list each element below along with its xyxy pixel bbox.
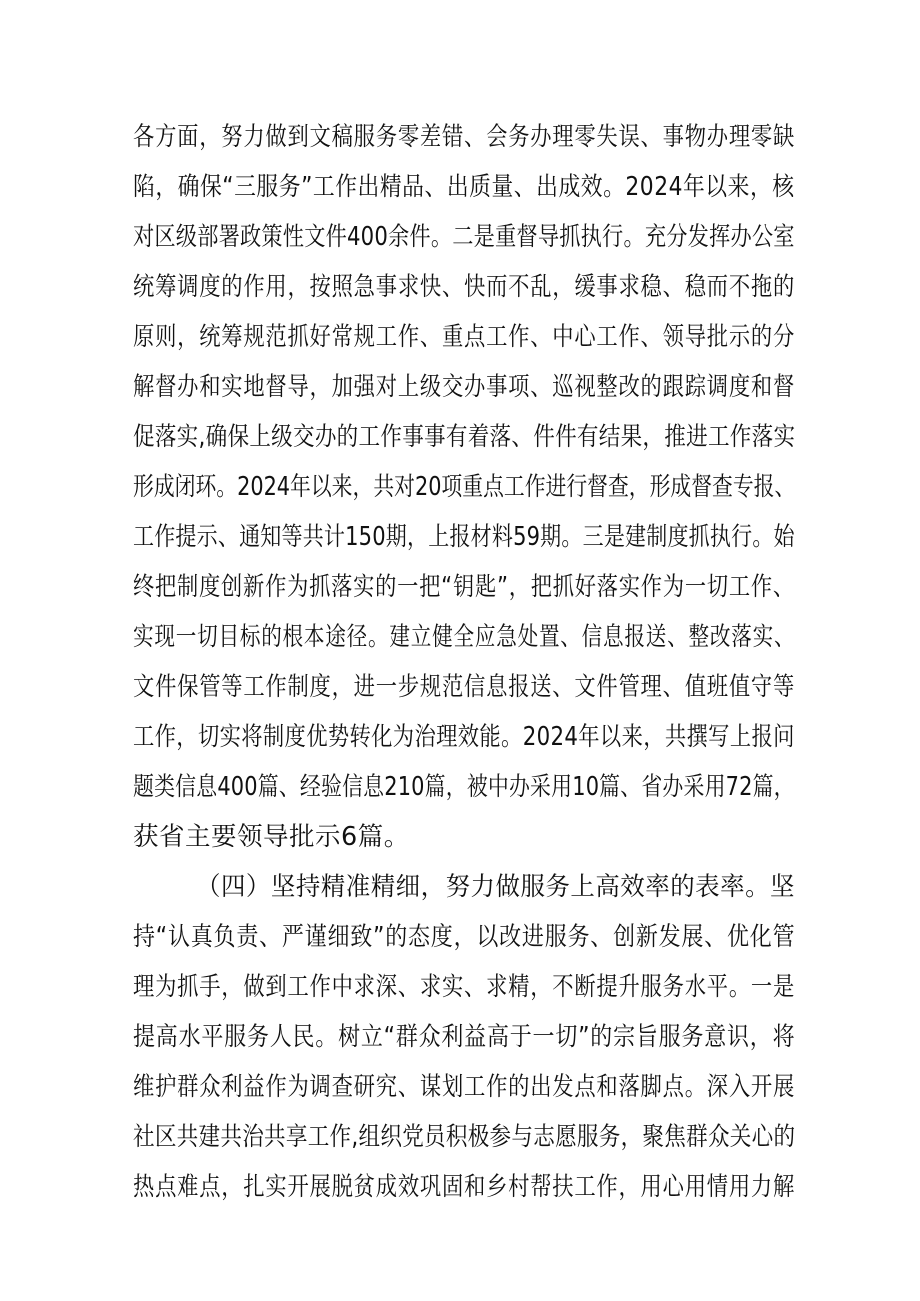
section-heading-line: （四）坚持精准精细，努力做服务上高效率的表率。坚	[196, 872, 795, 902]
text-line-20: 维护群众利益作为调查研究、谋划工作的出发点和落脚点。深入开展	[133, 1072, 796, 1102]
text-line-21: 社区共建共治共享工作,组织党员积极参与志愿服务，聚焦群众关心的	[133, 1122, 796, 1152]
text-line-12: 文件保管等工作制度，进一步规范信息报送、文件管理、值班值守等	[133, 672, 796, 702]
text-line-2: 陷，确保“三服务”工作出精品、出质量、出成效。2024年以来，核	[133, 172, 795, 202]
text-line-10: 终把制度创新作为抓落实的一把“钥匙”，把抓好落实作为一切工作、	[133, 572, 795, 602]
text-line-22: 热点难点，扎实开展脱贫成效巩固和乡村帮扶工作，用心用情用力解	[133, 1172, 796, 1202]
text-line-9: 工作提示、通知等共计150期，上报材料59期。三是建制度抓执行。始	[133, 522, 795, 552]
text-line-14: 题类信息400篇、经验信息210篇，被中办采用10篇、省办采用72篇，	[133, 772, 795, 802]
text-line-13: 工作，切实将制度优势转化为治理效能。2024年以来，共撰写上报问	[133, 722, 795, 752]
text-line-6: 解督办和实地督导，加强对上级交办事项、巡视整改的跟踪调度和督	[133, 372, 796, 402]
text-line-19: 提高水平服务人民。树立“群众利益高于一切”的宗旨服务意识，将	[133, 1022, 796, 1052]
text-line-1: 各方面，努力做到文稿服务零差错、会务办理零失误、事物办理零缺	[133, 122, 796, 152]
text-line-18: 理为抓手，做到工作中求深、求实、求精，不断提升服务水平。一是	[133, 972, 796, 1002]
text-line-11: 实现一切目标的根本途径。建立健全应急处置、信息报送、整改落实、	[133, 622, 796, 652]
text-line-5: 原则，统筹规范抓好常规工作、重点工作、中心工作、领导批示的分	[133, 322, 796, 352]
text-line-3: 对区级部署政策性文件400余件。二是重督导抓执行。充分发挥办公室	[133, 222, 795, 252]
text-line-4: 统筹调度的作用，按照急事求快、快而不乱，缓事求稳、稳而不拖的	[133, 272, 796, 302]
text-line-17: 持“认真负责、严谨细致”的态度，以改进服务、创新发展、优化管	[133, 922, 796, 952]
text-line-8: 形成闭环。2024年以来，共对20项重点工作进行督查，形成督查专报、	[133, 472, 796, 502]
text-line-15: 获省主要领导批示6篇。	[133, 822, 410, 852]
text-line-7: 促落实,确保上级交办的工作事事有着落、件件有结果，推进工作落实	[133, 422, 796, 452]
